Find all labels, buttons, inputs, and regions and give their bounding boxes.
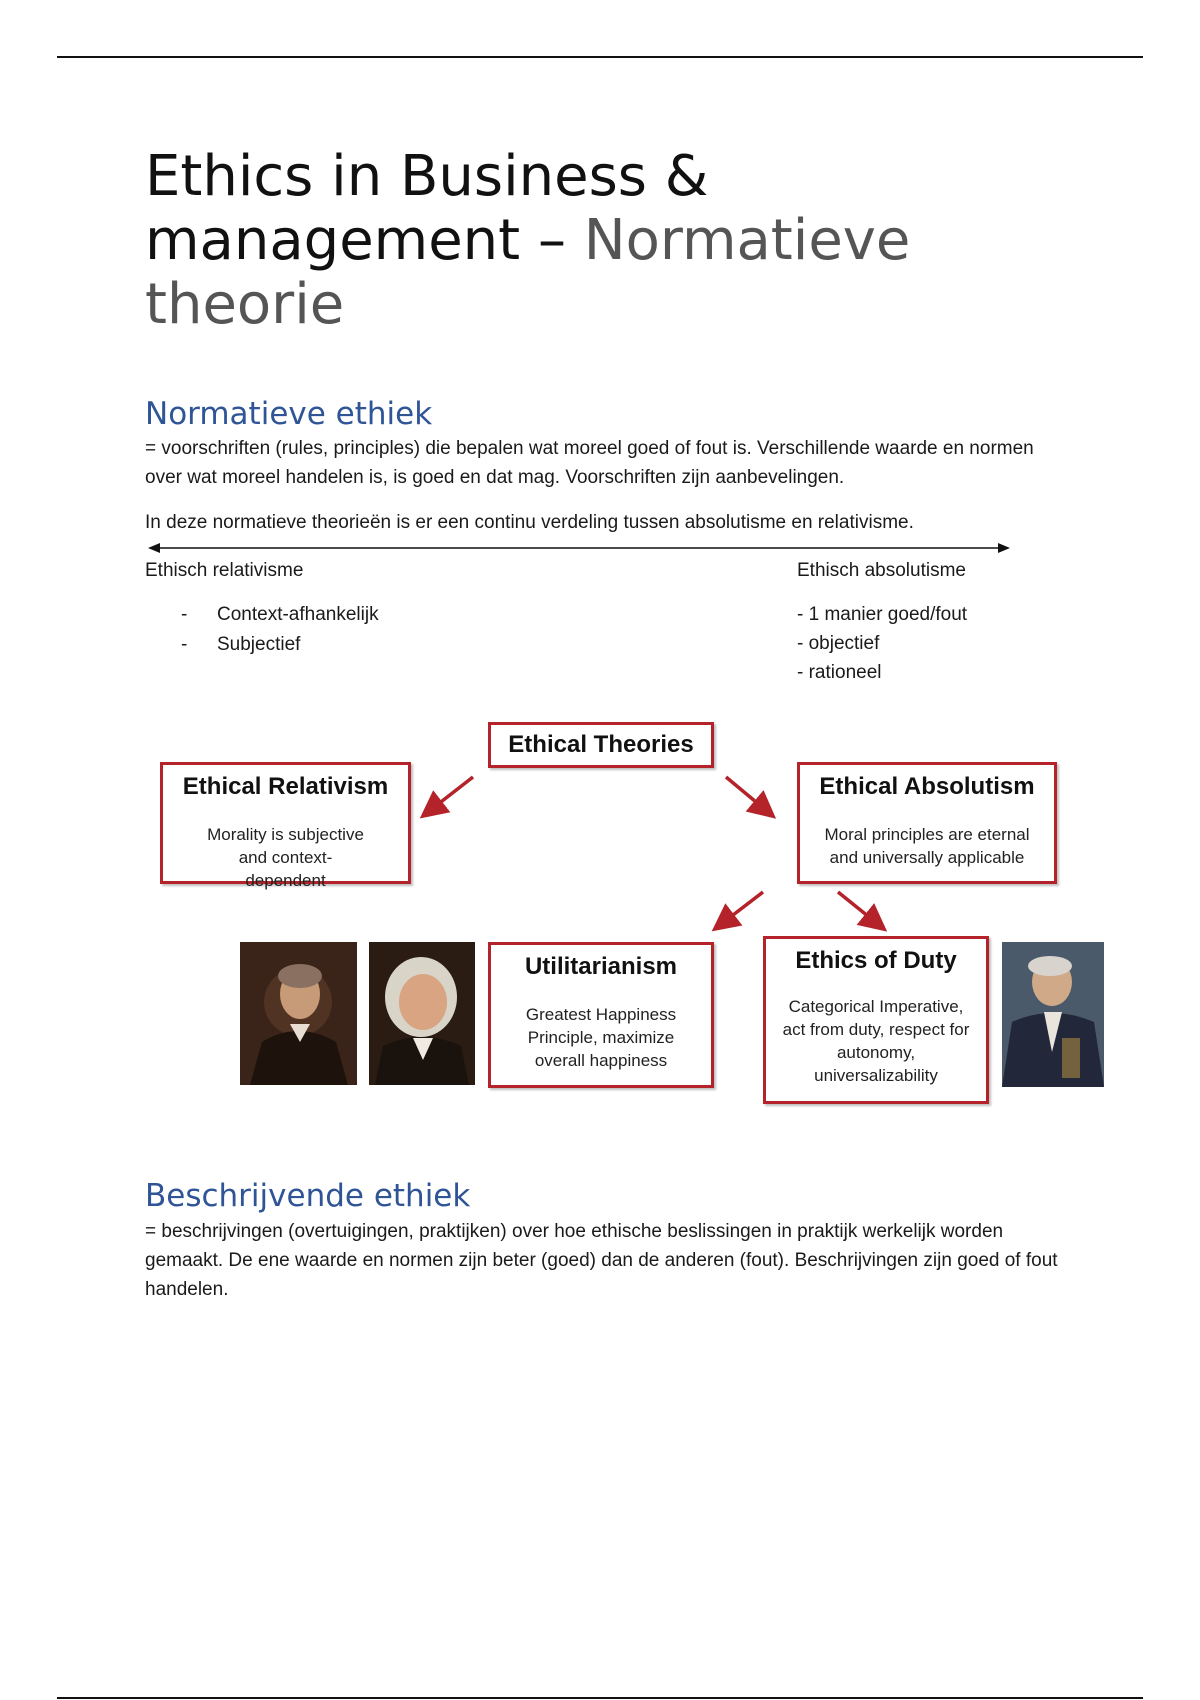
- absolutism-list: [797, 600, 967, 687]
- box-title: Utilitarianism: [524, 953, 678, 980]
- section1-paragraph-1: = voorschriften (rules, principles) die bepalen wat moreel goed of fout is. Verschillende waarde en normen over wat moreel handelen is, is goed en dat mag. Voorschriften zijn aanbevelingen.: [145, 438, 1034, 488]
- relativism-list: [181, 600, 379, 660]
- section1-paragraph-2: In deze normatieve theorieën is er een continu verdeling tussen absolutisme en relativisme.: [145, 512, 914, 533]
- list-item: - 1 manier goed/fout: [797, 604, 968, 625]
- ethics-of-duty-box: [763, 936, 989, 1104]
- absolutism-label: Ethisch absolutisme: [797, 560, 966, 581]
- section2-paragraph: = beschrijvingen (overtuigingen, praktijken) over hoe ethische beslissingen in praktijk werkelijk worden gemaakt. De ene waarde en normen zijn beter (goed) dan de anderen (fout). Beschrijvingen zijn goed of fout handelen.: [145, 1221, 1058, 1300]
- title-main: Ethics in Business & management: [145, 144, 709, 273]
- section-heading-normatieve-ethiek: Normatieve ethiek: [145, 396, 433, 432]
- list-item: - Context-afhankelijk: [181, 604, 379, 625]
- ethical-relativism-box: [160, 762, 411, 890]
- footer-rule: [57, 1697, 1143, 1699]
- portrait-kant-image: [1002, 942, 1104, 1087]
- portrait-mill-image: [240, 942, 357, 1085]
- box-title: Ethical Absolutism: [819, 773, 1035, 800]
- relativism-label: Ethisch relativisme: [145, 560, 304, 581]
- box-description: Moral principles are eternal and universally applicable: [824, 825, 1030, 867]
- arrow-to-absolutism: [726, 777, 768, 812]
- list-item: - objectief: [797, 633, 880, 654]
- box-description: Morality is subjective and context-dependent: [207, 825, 364, 890]
- portrait-bentham-image: [369, 942, 475, 1085]
- utilitarianism-box: [488, 942, 714, 1088]
- arrow-to-relativism: [428, 777, 473, 812]
- title-subtitle: Normatieve theorie: [145, 208, 911, 337]
- section-heading-beschrijvende-ethiek: Beschrijvende ethiek: [145, 1178, 471, 1214]
- ethical-absolutism-box: [797, 762, 1057, 884]
- box-title: Ethics of Duty: [795, 947, 957, 974]
- list-item: - rationeel: [797, 662, 882, 683]
- ethical-theories-box: [488, 722, 714, 768]
- page-title: [145, 145, 1045, 337]
- title-dash: –: [520, 208, 584, 273]
- box-title: Ethical Relativism: [182, 773, 389, 800]
- double-arrow-line: [148, 540, 1010, 556]
- header-rule: [57, 56, 1143, 58]
- list-item: - Subjectief: [181, 634, 301, 655]
- box-description: Categorical Imperative, act from duty, respect for autonomy, universalizability: [782, 997, 970, 1085]
- arrow-to-duty: [838, 892, 879, 925]
- box-title: Ethical Theories: [508, 731, 694, 758]
- box-description: Greatest Happiness Principle, maximize overall happiness: [525, 1005, 677, 1070]
- arrow-to-utilitarianism: [720, 892, 763, 925]
